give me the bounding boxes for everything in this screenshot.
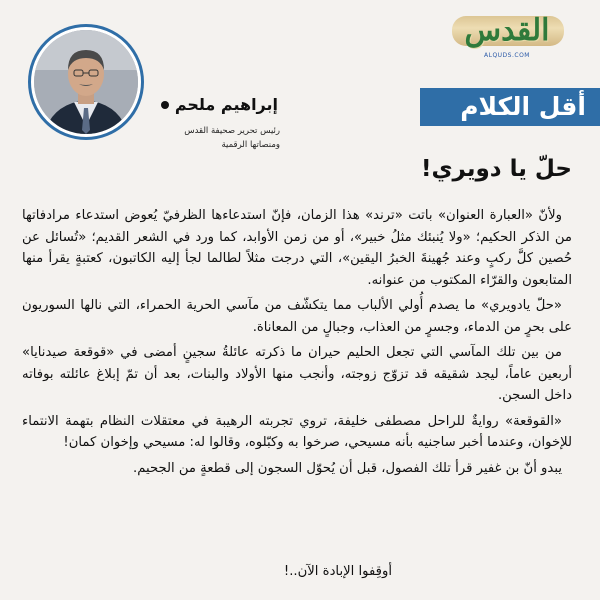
paragraph-4: «القوقعة» روايةٌ للراحل مصطفى خليفة، تروي تجربته الرهيبة في معتقلات النظام بتهمة الانتماء للإخوان، وعندما أخبر ساجنيه بأنه مسيحي، صرخوا به وكبّلوه، وقالوا له: مسيحي وإخوان كمان!: [22, 413, 572, 450]
paragraph-2: «حلّ يادويري» ما يصدم أُولي الألباب مما يتكشّف من مآسي الحرية الحمراء، التي نالها السوريون على بحرٍ من الدماء، وجسرٍ من العذاب، وجبالٍ من المعاناة.: [22, 298, 572, 335]
author-role: [160, 124, 280, 152]
author-role-line2: ومنصاتها الرقمية: [221, 140, 280, 150]
article-headline: حلّ يا دويري!: [420, 156, 572, 182]
paragraph-5: يبدو أنّ بن غفير قرأ تلك الفصول، قبل أن يُحوّل السجون إلى قطعةٍ من الجحيم.: [133, 460, 562, 476]
author-portrait-icon: [34, 30, 138, 134]
author-photo: [34, 30, 138, 134]
article-body: [22, 205, 572, 479]
bullet-icon: [161, 101, 169, 109]
closing-line: أوقِفوا الإبادة الآن..!: [283, 564, 392, 579]
section-banner: أقل الكلام: [420, 88, 600, 126]
paragraph-3: من بين تلك المآسي التي تجعل الحليم حيران ما ذكرته عائلةُ سجينٍ أمضى في «قوقعة صيدنايا» أربعين عاماً، ليجد شقيقه قد تزوّج زوجته، وأنجب منها الأولاد والبنات، بعد أن تمّ إبلاغ عائلته بوفاته داخل السجن.: [22, 345, 572, 403]
logo-title: القدس: [464, 13, 550, 48]
author-name-text: إبراهيم ملحم: [174, 95, 278, 114]
paragraph-1: ولأنّ «العبارة العنوان» باتت «ترند» هذا الزمان، فإنّ استدعاءها الظرفيّ يُعوض استدعاء مرادفاتها من الذكر الحكيم؛ «ولا يُنبئك مثلُ خبير»، أو من زمن الأوابد، كما ورد في الشعر القديم؛ «تُسائل عن حُصين كلَّ ركبٍ وعند جُهينةَ الخبرُ اليقين»، التي درجت مثلاً لطالما لجأ إليه الكاتبون، كعتبةٍ يقرأ منها المتابعون والقرّاء المكتوب من عنوانه.: [22, 208, 572, 288]
author-name: [161, 95, 278, 114]
logo-url: ALQUDS.COM: [484, 52, 530, 59]
newspaper-logo[interactable]: [442, 12, 572, 64]
author-role-line1: رئيس تحرير صحيفة القدس: [184, 126, 280, 136]
